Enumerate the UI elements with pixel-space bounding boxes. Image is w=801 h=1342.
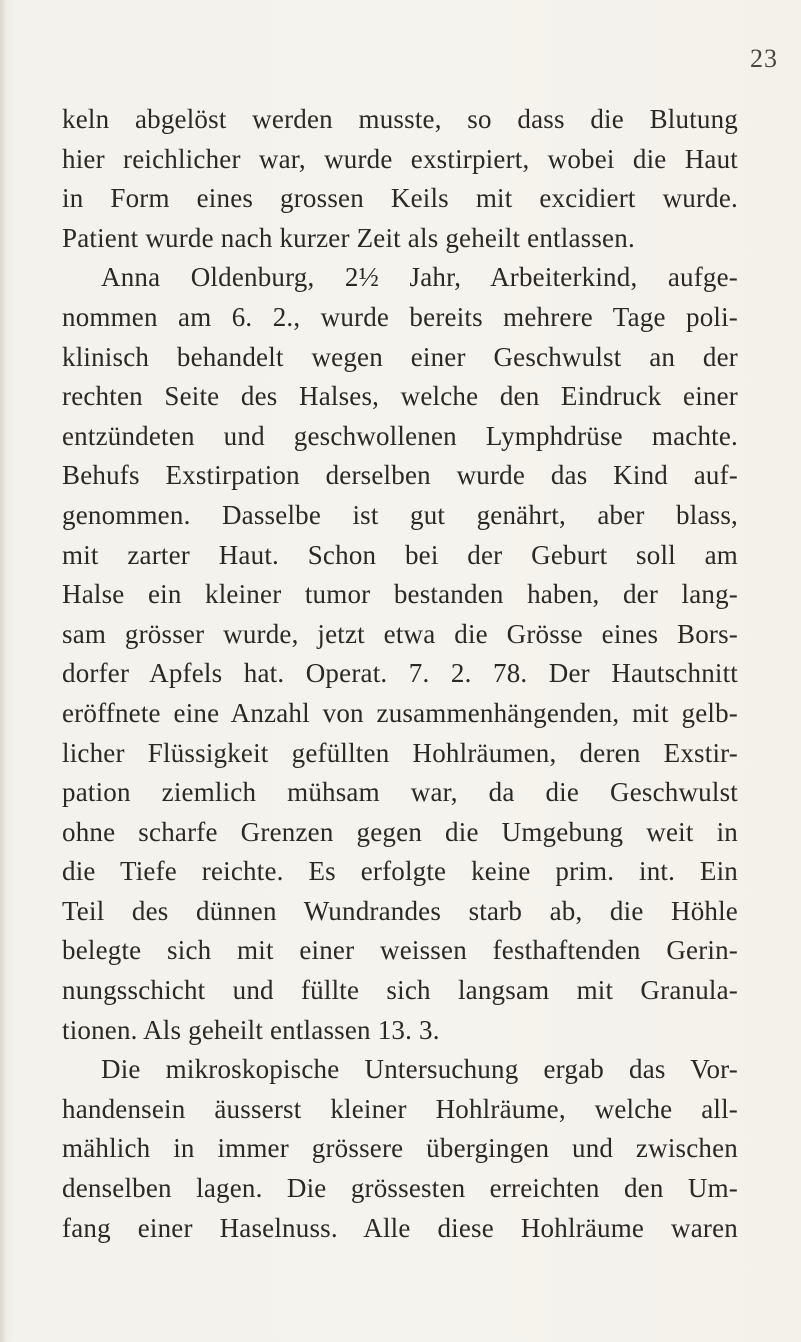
text-line: Halse ein kleiner tumor bestanden haben, der lang-	[62, 579, 738, 610]
text-line: Patient wurde nach kurzer Zeit als geheilt entlassen.	[62, 222, 635, 253]
text-line: rechten Seite des Halses, welche den Eindruck einer	[62, 381, 738, 412]
text-line: Teil des dünnen Wundrandes starb ab, die Höhle	[62, 895, 738, 926]
text-line: pation ziemlich mühsam war, da die Geschwulst	[62, 777, 738, 808]
page-binding-edge	[0, 0, 6, 1342]
text-line: eröffnete eine Anzahl von zusammenhängenden, mit gelb-	[62, 697, 738, 728]
text-line: Die mikroskopische Untersuchung ergab das Vor-	[101, 1054, 738, 1085]
text-line: nommen am 6. 2., wurde bereits mehrere Tage poli-	[62, 301, 738, 332]
text-line: mählich in immer grössere übergingen und zwischen	[62, 1133, 738, 1164]
text-line: die Tiefe reichte. Es erfolgte keine prim. int. Ein	[62, 856, 738, 887]
text-line: keln abgelöst werden musste, so dass die Blutung	[62, 104, 738, 134]
text-line: hier reichlicher war, wurde exstirpiert, wobei die Haut	[62, 143, 738, 174]
text-line: nungsschicht und füllte sich langsam mit Granula-	[62, 975, 738, 1006]
text-line: Behufs Exstirpation derselben wurde das Kind auf-	[62, 460, 738, 491]
text-line: denselben lagen. Die grössesten erreichten den Um-	[62, 1173, 738, 1204]
text-line: belegte sich mit einer weissen festhaftenden Gerin-	[62, 935, 738, 966]
text-line: mit zarter Haut. Schon bei der Geburt soll am	[62, 539, 738, 570]
text-line: dorfer Apfels hat. Operat. 7. 2. 78. Der Hautschnitt	[62, 658, 738, 689]
text-line: klinisch behandelt wegen einer Geschwulst an der	[62, 341, 738, 372]
text-line: Anna Oldenburg, 2½ Jahr, Arbeiterkind, aufge-	[101, 262, 738, 293]
text-line: handensein äusserst kleiner Hohlräume, welche all-	[62, 1093, 738, 1124]
text-line: licher Flüssigkeit gefüllten Hohlräumen, deren Exstir-	[62, 737, 738, 768]
body-text	[62, 100, 738, 1248]
page-number: 23	[750, 44, 778, 73]
text-line: fang einer Haselnuss. Alle diese Hohlräume waren	[62, 1212, 738, 1243]
text-line: in Form eines grossen Keils mit excidiert wurde.	[62, 183, 738, 214]
text-line: ohne scharfe Grenzen gegen die Umgebung weit in	[62, 816, 738, 847]
text-line: tionen. Als geheilt entlassen 13. 3.	[62, 1014, 440, 1045]
text-line: genommen. Dasselbe ist gut genährt, aber blass,	[62, 499, 738, 530]
text-line: entzündeten und geschwollenen Lymphdrüse machte.	[62, 420, 738, 451]
text-line: sam grösser wurde, jetzt etwa die Grösse eines Bors-	[62, 618, 738, 649]
